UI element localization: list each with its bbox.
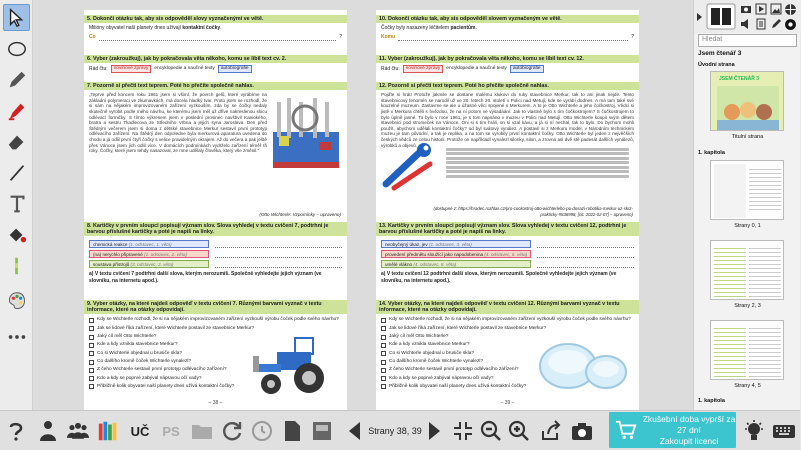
checkbox[interactable] (381, 351, 386, 356)
checklist-item-label: Přibližně kolik obyvatel naší planety dnes užívá kontaktní čočky? (389, 383, 527, 389)
left-page[interactable] (84, 10, 347, 410)
exercise-5-answer-line[interactable]: Co ? (89, 34, 342, 41)
thumbnail-pages-0-1[interactable] (710, 160, 784, 220)
checklist-item-label: Jak se lidové říká zařízení, které Wichterle postavil ze stavebnice Merkur? (97, 325, 255, 331)
checklist-item-label: Kde a kdy vznikla stavebnice Merkur? (97, 342, 178, 348)
lightbulb-icon (742, 419, 766, 443)
checkbox[interactable] (381, 376, 386, 381)
next-page-button[interactable] (424, 418, 444, 444)
chevron-left-icon (343, 419, 367, 443)
keyboard-button[interactable] (772, 418, 796, 444)
checklist-item-label: Co si Wichterle objednal u brusiče skla? (389, 350, 475, 356)
page-indicator[interactable]: Strany 38, 39 (368, 426, 422, 436)
class-button[interactable] (64, 418, 92, 444)
exercise-13-title: 13. Kartičky v prvním sloupci popisují význam slov. Slova vyhledej v textu cvičení 12, podtrhni je barvou příslušné kartičky a poté je napiš na linky. (376, 222, 639, 236)
right-panel (693, 0, 800, 410)
tractor-illustration (247, 334, 337, 396)
exercise-5-title: 5. Dokonči otázku tak, aby sis odpověděl slovy vyznačenými ve větě. (84, 15, 347, 23)
thumbnail-pages-2-3[interactable] (710, 240, 784, 300)
ellipse-icon (6, 38, 28, 60)
uc-button[interactable]: UČ (130, 423, 150, 439)
exercise-10 (376, 15, 639, 43)
fit-screen-icon (451, 419, 475, 443)
right-page-number: – 39 – (500, 400, 515, 406)
exercise-14 (376, 300, 639, 393)
palette-icon (6, 290, 28, 312)
fill-tool[interactable] (3, 221, 30, 248)
line-width-icon (6, 255, 28, 277)
lens-machine-illustration (269, 92, 343, 174)
checkbox[interactable] (89, 335, 94, 340)
section-intro: Úvodní strana (698, 62, 735, 68)
line-tool[interactable] (3, 159, 30, 186)
globe-icon[interactable] (784, 3, 797, 16)
checkbox[interactable] (89, 351, 94, 356)
card-5-answer-line[interactable] (537, 251, 634, 258)
checkbox[interactable] (89, 318, 94, 323)
speaker-icon[interactable] (740, 18, 752, 30)
book-view[interactable] (33, 0, 693, 410)
panel-collapse-icon[interactable] (696, 12, 704, 22)
exercise-11-title: 11. Vyber (zakroužkuj), jak by pokračovala věta někoho, komu se líbil text cv. 12. (376, 55, 639, 63)
contents-icon (310, 419, 334, 443)
red-marker-icon (6, 100, 28, 122)
checklist-item[interactable] (89, 316, 342, 324)
left-toolbar (0, 0, 33, 410)
checkbox[interactable] (89, 376, 94, 381)
checklist-item-label: Jaký cíl měl Otto Wichterle? (389, 334, 449, 340)
refresh-button[interactable] (220, 418, 244, 444)
exercise-13-task-a: a) V textu cvičení 12 podtrhni další slova, kterým nerozumíš. Společně vyhledejte jejich význam (ve slovníku, na internetu apod.). (381, 271, 617, 284)
panel-top-toolbar (694, 0, 801, 33)
exercise-9-title: 9. Vyber otázky, na které najdeš odpověď v textu cvičení 7. Různými barvami vyznač v textu informace, které na otázky odpovídají. (84, 300, 347, 314)
group-icon (66, 419, 90, 443)
exercise-12-source: (dostupné z: https://hradec.rozhlas.cz/pro-cockostroj-otto-wichterleho-po-dosazi-robotika-merkur-uz-skrz-prakticky-#836998, [cit. 2022-02-07] – upraveno) (433, 205, 633, 217)
thumbnail-pages-4-5[interactable] (710, 320, 784, 380)
exercise-7-source: (Otto Wichterle: Vzpomínky – upraveno) (259, 212, 341, 217)
color-circle-icon[interactable] (784, 18, 797, 31)
checklist-item[interactable] (381, 316, 634, 324)
thumbnail-title-page[interactable]: JSEM ČTENÁŘ 3 (710, 71, 784, 131)
arrow-cursor-icon (6, 7, 28, 29)
left-page-number: – 38 – (208, 400, 223, 406)
folder-icon (190, 419, 214, 443)
option-autobiography[interactable]: autobiografie (218, 65, 252, 73)
title-page-label: Titulní strana (731, 134, 764, 140)
color-palette-tool[interactable] (3, 287, 30, 314)
exercise-12-title: 12. Pozorně si přečti text teprem. Poté ho přečíte společně nahlas. (376, 82, 639, 90)
zoom-out-icon (479, 419, 503, 443)
buy-license-link[interactable]: Zakoupit licenci (659, 435, 719, 446)
eraser-icon (6, 131, 28, 153)
keyboard-icon (772, 419, 796, 443)
exercise-9 (84, 300, 347, 393)
table-of-contents-button[interactable] (310, 418, 334, 444)
card-5[interactable]: provedení předmětu sloužící jako napodobenina (4. odstavec, 6. věta) (381, 250, 531, 258)
refresh-icon (220, 419, 244, 443)
checklist-item-label: Kdo a kdy se poprvé zabýval nápravou očí vady? (389, 375, 494, 381)
more-dots-icon (6, 326, 28, 348)
exercise-7-title: 7. Pozorně si přečti text teprem. Poté ho přečíte společně nahlas. (84, 82, 347, 90)
camera-icon (570, 419, 594, 443)
checkbox[interactable] (381, 318, 386, 323)
card-1[interactable]: chemická reakce (1. odstavec, 1. věta) (89, 240, 209, 248)
card-2-answer-line[interactable] (215, 251, 342, 258)
pencil-tool[interactable] (3, 66, 30, 93)
exercise-5 (84, 15, 347, 43)
pen-note-icon[interactable] (770, 18, 782, 30)
line-icon (6, 162, 28, 184)
checklist-item-label: Z čeho Wichterle sestavil první prototyp odlévacího zařízení? (389, 367, 519, 373)
pencil-icon (6, 69, 28, 91)
card-4-answer-line[interactable] (537, 241, 634, 248)
trial-expiry-text: Zkušební doba vyprší za 27 dní (642, 413, 736, 435)
exercise-7 (84, 82, 347, 220)
exercise-12 (376, 82, 639, 220)
share-button[interactable] (540, 418, 562, 444)
library-button[interactable] (96, 418, 122, 444)
checkbox[interactable] (89, 343, 94, 348)
checklist-item-label: Co dalšího kromě čoček Wichterle vynalezl? (389, 358, 484, 364)
right-page[interactable] (376, 10, 639, 410)
card-3-answer-line[interactable] (215, 261, 342, 268)
exercise-8 (84, 222, 347, 286)
line-width-tool[interactable] (3, 252, 30, 279)
share-icon (539, 419, 563, 443)
checklist-item[interactable] (89, 325, 342, 333)
checkbox[interactable] (89, 360, 94, 365)
checklist-item-label: Co dalšího kromě čoček Wichterle vynalezl? (97, 358, 192, 364)
checklist-item-label: Jaký cíl měl Otto Wichterle? (97, 334, 157, 340)
exercise-6-prefix: Rád čtu: (89, 65, 108, 72)
checklist-item-label: Z čeho Wichterle sestavil první prototyp odlévacího zařízení? (97, 367, 227, 373)
checklist-item-label: Co si Wichterle objednal u brusiče skla? (97, 350, 183, 356)
card-1-answer-line[interactable] (215, 241, 342, 248)
exercise-7-text: „Teprve před koncem roku 1961 jsem si všiml, že povrch gelů, které vyrábíme na základní polymeraci ve zkumavkách, má docela hladký tvar. Proto jsem se rozhodl, že si sám na nějakém improvizovaném zařízení vyzkouším, zda by se čočky nedaly skutečně vyrobit podle mého návrhu, ke kterému jsem měl už dříve nakreslenou skicu odlévací formičky. S tímto výkresem jsem v poslední prosinec navštívil Kaniokého, bratra a sestru Tkadlecova ze Středního Vrbna a jejich syna Jaroslava. Den před Štědrým večerem jsem si doma z dětské stavebnice Merkur sestavil první prototyp odlévacího zařízení. Na Štědrý den odpoledne byla merkurová aparatura uvedena do chodu a já odlil první čtyři čočky s velice pravidelným okrajem. Až do večera a pak ještě přes Vánoce jsem jich odlil více. V domácích podmínkách vydrželo zařízení téměř tři roky. Čočky, které jsem tehdy nasazoval, ze mne udělaly člověka, který vše změnil.“ (89, 92, 267, 154)
checkbox[interactable] (381, 326, 386, 331)
exercise-11 (376, 55, 639, 75)
checklist-item-label: Kde a kdy vznikla stavebnice Merkur? (389, 342, 470, 348)
search-input[interactable]: Hledat (698, 34, 797, 47)
checkbox[interactable] (381, 343, 386, 348)
page-icon (280, 419, 304, 443)
option-news[interactable]: novinové zprávy (111, 65, 152, 73)
card-4[interactable]: neobyčejný úkaz, jev (1. odstavec, 3. věta) (381, 240, 531, 248)
checkbox[interactable] (89, 326, 94, 331)
ellipse-tool[interactable] (3, 35, 30, 62)
camera-icon[interactable] (740, 3, 752, 15)
book-icon[interactable] (706, 3, 736, 30)
exercise-6 (84, 55, 347, 75)
card-6[interactable]: umělé vlákno (4. odstavec, 8. věta) (381, 260, 531, 268)
checkbox[interactable] (381, 368, 386, 373)
license-banner[interactable] (609, 412, 736, 448)
exercise-10-answer-line[interactable]: Komu ? (381, 34, 634, 41)
checklist-item-label: Kdy se Wichterle rozhodl, že si na nějakém improvizovaném zařízení vyzkouší výrobu čoček podle svého návrhu? (389, 317, 631, 323)
pointer-tool[interactable] (3, 4, 30, 31)
camera-button[interactable] (570, 418, 594, 444)
exercise-8-title: 8. Kartičky v prvním sloupci popisují význam slov. Slova vyhledej v textu cvičení 7, podtrhni je barvou příslušné kartičky a poté je napiš na linky. (84, 222, 347, 236)
document-icon[interactable] (755, 18, 767, 30)
books-icon (97, 419, 121, 443)
checklist-item-label: Přibližně kolik obyvatel naší planety dnes užívá kontaktní čočky? (97, 383, 235, 389)
teacher-icon (36, 419, 60, 443)
eraser-tool[interactable] (3, 128, 30, 155)
previous-page-button[interactable] (345, 418, 365, 444)
exercise-11-prefix: Rád čtu: (381, 65, 400, 72)
fit-page-button[interactable] (452, 418, 474, 444)
text-tool[interactable] (3, 190, 30, 217)
option-encyclopedia[interactable]: encyklopedie a naučné texty (154, 65, 215, 71)
ps-button[interactable]: PS (162, 423, 180, 439)
card-6-answer-line[interactable] (537, 261, 634, 268)
checklist-item-label: Kdo a kdy se poprvé zabýval nápravou očí vady? (97, 375, 202, 381)
checkbox[interactable] (381, 384, 386, 389)
clock-icon (250, 419, 274, 443)
history-button[interactable] (250, 418, 274, 444)
pages-0-1-label: Strany 0, 1 (734, 223, 761, 229)
image-icon[interactable] (770, 3, 782, 15)
light-button[interactable] (743, 418, 765, 444)
media-icon[interactable] (755, 3, 767, 15)
pages-4-5-label: Strany 4, 5 (734, 383, 761, 389)
chapter-1-label-2: 1. kapitola (698, 398, 725, 404)
book-title: Jsem čtenář 3 (698, 50, 742, 57)
zoom-out-button[interactable] (480, 418, 502, 444)
exercise-13 (376, 222, 639, 286)
exercise-10-title: 10. Dokonči otázku tak, aby sis odpověděl slovem vyznačeným ve větě. (376, 15, 639, 23)
option-autobiography-2[interactable]: autobiografie (510, 65, 544, 73)
shopping-cart-icon (615, 419, 637, 441)
option-news-2[interactable]: novinové zprávy (403, 65, 444, 73)
teacher-button[interactable] (36, 418, 60, 444)
checklist-item-label: Jak se lidové říká zařízení, které Wichterle postavil ze stavebnice Merkur? (389, 325, 547, 331)
exercise-8-task-a: a) V textu cvičení 7 podtrhni další slova, kterým nerozumíš. Společně vyhledejte jejich význam (ve slovníku, na internetu apod.). (89, 271, 322, 284)
card-2[interactable]: (na) nerychlo připravené (1. odstavec, 2. věta) (89, 250, 209, 258)
checklist-item-label: Kdy se Wichterle rozhodl, že si na nějakém improvizovaném zařízení vyzkouší výrobu čoček podle svého návrhu? (97, 317, 339, 323)
question-mark-icon (4, 419, 28, 443)
pages-2-3-label: Strany 2, 3 (734, 303, 761, 309)
exercise-10-sentence: Čočky byly nasazeny léčitelem pacientům. (381, 25, 477, 32)
zoom-in-button[interactable] (508, 418, 530, 444)
more-tools[interactable] (3, 323, 30, 350)
exercise-6-title: 6. Vyber (zakroužkuj), jak by pokračovala věta někoho, komu se líbil text cv. 2. (84, 55, 347, 63)
card-3[interactable]: soustava přístrojů (3. odstavec, 2. věta) (89, 260, 209, 268)
chapter-1-label: 1. kapitola (698, 150, 725, 156)
paint-bucket-icon (6, 224, 28, 246)
help-button[interactable] (4, 418, 28, 444)
exercise-14-title: 14. Vyber otázky, na které najdeš odpověď v textu cvičení 12. Různými barvami vyznač v textu informace, které na otázky odpovídají. (376, 300, 639, 314)
option-encyclopedia-2[interactable]: encyklopedie a naučné texty (446, 65, 507, 71)
text-t-icon (6, 193, 28, 215)
notes-button[interactable] (280, 418, 304, 444)
contact-lenses-illustration (536, 332, 628, 396)
exercise-5-sentence: Milióny obyvatel naší planety dnes užívají kontaktní čočky. (89, 25, 222, 32)
checkbox[interactable] (89, 384, 94, 389)
checkbox[interactable] (381, 335, 386, 340)
zoom-in-icon (507, 419, 531, 443)
checkbox[interactable] (381, 360, 386, 365)
red-marker-tool[interactable] (3, 97, 30, 124)
exercise-12-text-top: Pojďte si hrát! Protože jakmile se dostane malému klukovi do ruky stavebnice Merkur, tak to ani jinak nejde. Tento stavebnicový fenomén se narodil už ve 20. letech 20. století v Polici nad Metují, kde se vyrábí dodnes. A má tam také své kouzelné muzeum. Zastavme se ale u úžasné věci spojené s Merkurem. A to je Otto Wichterle a jeho čočkostroj. Vědci si jistě v Merkura chtěli s hvězdou, že na ní potom ve výsadáání. Jak to vlastně bylo s tím čočkostrojem? S čočkostrojem to bylo úplně jasné. To bylo v roce 1961, je s tom napsáno v muzeu v Polici nad Metují. Otto Wichterle koupil svým dětem stavebnici pod stromeček na Vánoce. Oni si s tím hráli, on si vzal kávu, a já si ní nechal, tak to bylo. Do bychom mohli použít, abychom udělali kontaktní čočky? od byl svátový vynález. A postavil si z Merkuru model, v Národním technickém muzeu je tam původní, a tak je replika, a na tom se vyrobily první kontaktní čočky. Otto Wichterle byl jeden z nejvěčších českých vědců ze celou historii. Protože on napříkladl vynalezl silonky, silon, a zrovna asi dvě stě padesát dalších vynálezů, výrobků a objevů. (381, 92, 634, 148)
chevron-right-icon (422, 419, 446, 443)
checkbox[interactable] (89, 368, 94, 373)
catalog-button[interactable] (190, 418, 214, 444)
merkur-wrench-illustration (380, 144, 440, 190)
